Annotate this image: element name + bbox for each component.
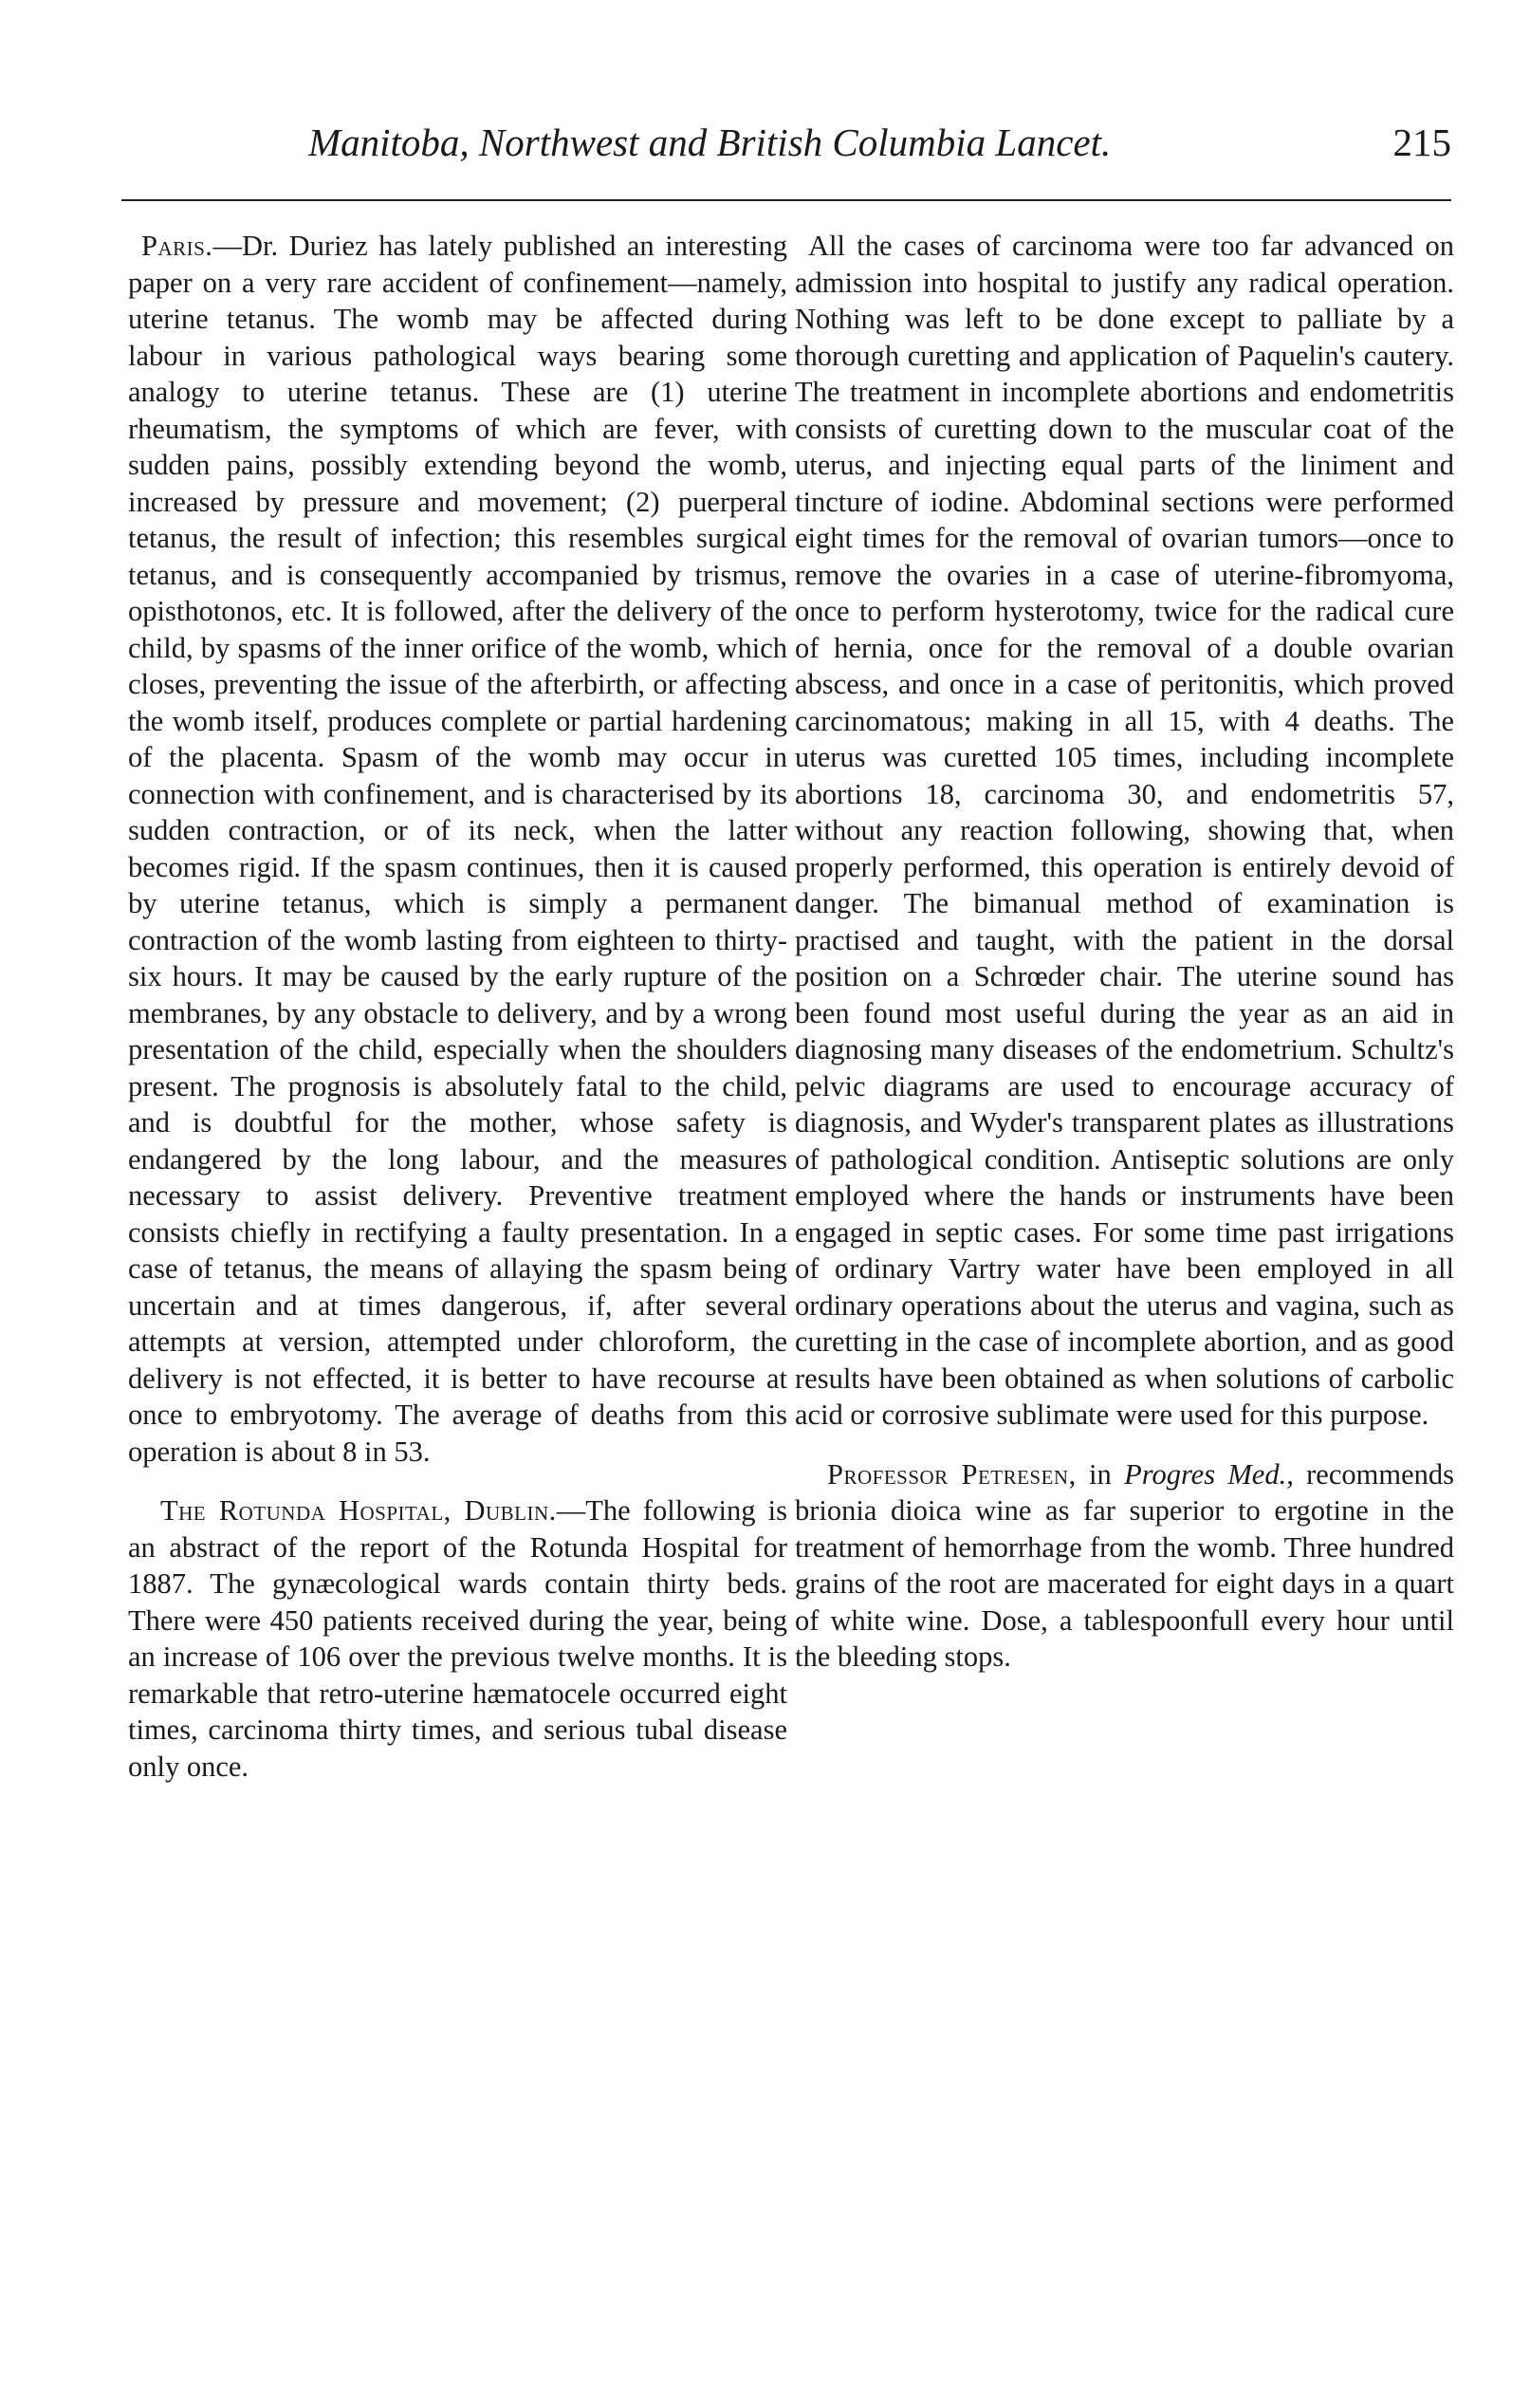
petresen-text-before: in	[1076, 1457, 1125, 1491]
petresen-text-after: recommends brionia dioica wine as far superior to ergotine in the treatment of hemorrhage from the womb. Three hundred grains of the root are macerated for eight days in a quart of white wine. Dose, a tablespoonfull every hour until the bleeding stops.	[795, 1457, 1454, 1673]
paris-lead: Paris.	[141, 230, 213, 262]
header-rule	[121, 199, 1451, 201]
paragraph-petresen	[795, 1456, 1454, 1676]
right-column	[795, 228, 1454, 1676]
journal-name: Progres Med.,	[1124, 1457, 1294, 1491]
paragraph-paris	[128, 228, 787, 1470]
running-title: Manitoba, Northwest and British Columbia Lancet.	[308, 120, 1112, 164]
paragraph-rotunda-continued: All the cases of carcinoma were too far advanced on admission into hospital to justify any radical operation. Nothing was left to be done except to palliate by a thorough curetting and application of Paquelin's cautery. The treatment in incomplete abortions and endometritis consists of curetting down to the muscular coat of the uterus, and injecting equal parts of the liniment and tincture of iodine. Abdominal sections were performed eight times for the removal of ovarian tumors—once to remove the ovaries in a case of uterine-fibromyoma, once to perform hysterotomy, twice for the radical cure of hernia, once for the removal of a double ovarian abscess, and once in a case of peritonitis, which proved carcinomatous; making in all 15, with 4 deaths. The uterus was curetted 105 times, including incomplete abortions 18, carcinoma 30, and endometritis 57, without any reaction following, showing that, when properly performed, this operation is entirely devoid of danger. The bimanual method of examination is practised and taught, with the patient in the dorsal position on a Schrœder chair. The uterine sound has been found most useful during the year as an aid in diagnosing many diseases of the endometrium. Schultz's pelvic diagrams are used to encourage accuracy of diagnosis, and Wyder's transparent plates as illustrations of pathological condition. Antiseptic solutions are only employed where the hands or instruments have been engaged in septic cases. For some time past irrigations of ordinary Vartry water have been employed in all ordinary operations about the uterus and vagina, such as curetting in the case of incomplete abortion, and as good results have been obtained as when solutions of carbolic acid or corrosive sublimate were used for this purpose.	[795, 230, 1454, 1431]
rotunda-text: —The following is an abstract of the report of the Rotunda Hospital for 1887. The gynæcological wards contain thirty beds. There were 450 patients received during the year, being an increase of 106 over the previous twelve months. It is remarkable that retro-uterine hæmatocele occurred eight times, carcinoma thirty times, and serious tubal disease only once.	[128, 1494, 787, 1783]
paris-text: —Dr. Duriez has lately published an interesting paper on a very rare accident of confinement—namely, uterine tetanus. The womb may be affected during labour in various pathological ways bearing some analogy to uterine tetanus. These are (1) uterine rheumatism, the symptoms of which are fever, with sudden pains, possibly extending beyond the womb, increased by pressure and movement; (2) puerperal tetanus, the result of infection; this resembles surgical tetanus, and is consequently accompanied by trismus, opisthotonos, etc. It is followed, after the delivery of the child, by spasms of the inner orifice of the womb, which closes, preventing the issue of the afterbirth, or affecting the womb itself, produces complete or partial hardening of the placenta. Spasm of the womb may occur in connection with confinement, and is characterised by its sudden contraction, or of its neck, when the latter becomes rigid. If the spasm continues, then it is caused by uterine tetanus, which is simply a permanent contraction of the womb lasting from eighteen to thirty-six hours. It may be caused by the early rupture of the membranes, by any obstacle to delivery, and by a wrong presentation of the child, especially when the shoulders present. The prognosis is absolutely fatal to the child, and is doubtful for the mother, whose safety is endangered by the long labour, and the measures necessary to assist delivery. Preventive treatment consists chiefly in rectifying a faulty presentation. In a case of tetanus, the means of allaying the spasm being uncertain and at times dangerous, if, after several attempts at version, attempted under chloroform, the delivery is not effected, it is better to have recourse at once to embryotomy. The average of deaths from this operation is about 8 in 53.	[128, 230, 787, 1468]
left-column	[128, 228, 787, 1785]
petresen-lead: Professor Petresen,	[827, 1457, 1077, 1491]
running-head	[123, 114, 1451, 171]
paragraph-rotunda	[128, 1492, 787, 1785]
page-number: 215	[1392, 120, 1451, 164]
rotunda-lead: The Rotunda Hospital, Dublin.	[160, 1494, 557, 1527]
